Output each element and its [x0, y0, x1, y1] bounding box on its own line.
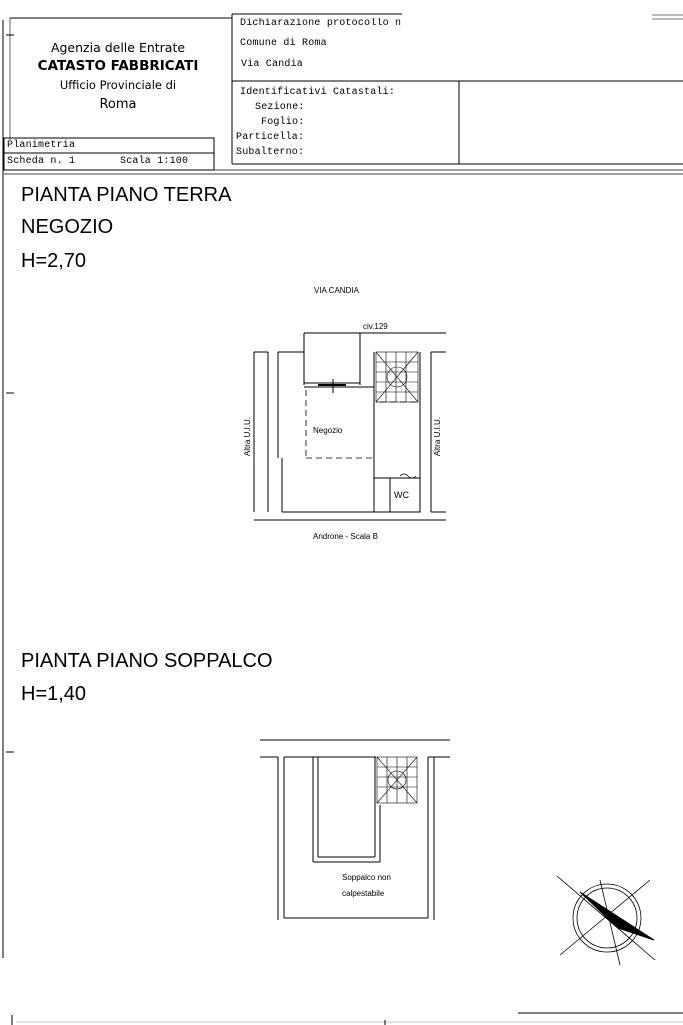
scala-label: Scala 1:100 — [120, 156, 189, 167]
agency-name: Agenzia delle Entrate — [50, 40, 186, 55]
mezzanine-title: PIANTA PIANO SOPPALCO — [21, 650, 273, 672]
planimetria-label: Planimetria — [7, 140, 76, 151]
androne-label: Androne - Scala B — [313, 532, 378, 541]
foglio-label: Foglio: — [261, 117, 305, 128]
ufficio-label: Ufficio Provinciale di — [59, 78, 177, 92]
dichiarazione-label: Dichiarazione protocollo n — [240, 18, 402, 29]
street-label: VIA CANDIA — [314, 286, 359, 295]
via-label: Via Candia — [241, 59, 304, 70]
left-neighbor-label: Altra U.I.U. — [243, 416, 253, 457]
agency-header — [8, 38, 228, 114]
mezzanine-note-2: calpestabile — [342, 889, 385, 898]
city-label: Roma — [99, 97, 137, 112]
comune-label: Comune di Roma — [240, 38, 327, 49]
sezione-label: Sezione: — [255, 102, 305, 113]
ground-floor-use: NEGOZIO — [21, 216, 114, 238]
right-neighbor-label: Altra U.I.U. — [433, 416, 443, 457]
catasto-title: CATASTO FABBRICATI — [37, 58, 199, 74]
particella-label: Particella: — [236, 132, 305, 143]
civic-number: civ.129 — [363, 322, 388, 331]
wc-label: WC — [394, 490, 409, 500]
scheda-label: Scheda n. 1 — [7, 156, 76, 167]
mezzanine-note-1: Soppalco non — [342, 873, 391, 882]
mezzanine-height: H=1,40 — [21, 683, 87, 705]
ground-floor-height: H=2,70 — [21, 250, 87, 272]
subalterno-label: Subalterno: — [236, 147, 305, 158]
identificativi-label: Identificativi Catastali: — [240, 87, 396, 98]
ground-floor-title: PIANTA PIANO TERRA — [21, 184, 232, 206]
room-label: Negozio — [313, 426, 343, 435]
